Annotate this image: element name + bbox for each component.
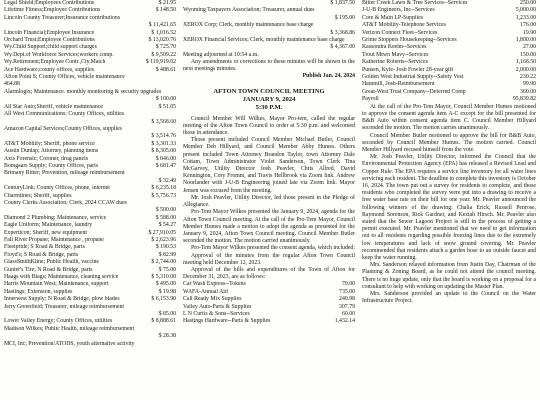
bill-line: Bitter Creek Lawn & Tree Services--Services 250.00 — [362, 0, 536, 6]
expenditure-line: XEROX Corp; Clerk, monthly maintenance base charge — [183, 22, 314, 29]
bill-line: Trout Mtwn Mavy--Services 150.00 — [362, 51, 536, 58]
expenditure-line: Madison Wilkes; Public Health, mileage reimbursement — [4, 325, 135, 332]
expenditure-line: Jerry Greenfield; Treasurer, mileage reimbursement — [4, 303, 125, 310]
expenditure-amount: $ 3,368.86 — [330, 29, 355, 36]
expenditure-amount: $ 11,421.65 — [148, 22, 176, 29]
expenditure-amount: $ 32.49 — [158, 177, 176, 184]
expenditure-line: Wyoming Taxpayers Association; Treasurer, annual dues — [183, 7, 315, 14]
bill-line: Punsen, Kyle- Josh Fowler 28-year gift 2,000.00 — [362, 66, 536, 73]
expenditure-line: Ace Hardware;county offices, supplies $ 488.61 — [4, 66, 176, 73]
expenditure-line: Lincoln Financial;Employee Insurance $ 1,016.52 — [4, 29, 176, 36]
expenditure-line: County Clerks Association; Clerk, 2024 CCAW dues — [4, 199, 127, 206]
expenditure-block-2 — [4, 30, 176, 89]
column-1-county-expenditures — [4, 0, 176, 400]
bill-line: Hammill, Josh-Reimbursement 99.90 — [362, 81, 536, 88]
expenditure-line: Fall River Propane; Maintenance , propane $ 2,623.96 — [4, 237, 176, 243]
column-2-town-council-minutes — [183, 0, 355, 400]
minutes-paragraph: Mrs. Sanderson relayed information from Justin Day, Chairman of the Planning & Zoning Board, as he could not attend the council meeting. There is no huge update, only that the board is working on a proposal for a consultant to help with working on updating the Master Plan. — [362, 262, 536, 290]
minutes-paragraph: Mr. Josh Peavler, Utility Director, informed the Council that the Environmental Protection Agency (EPA) has released a Revised Lead and Copper Rule. The EPA requires a service line inventory for all water lines servicing each resident. The deadline to complete this inventory is October 16, 2024. The town put out a survey for residents to complete, and those residents who completed the survey were put into a drawing to receive a free water base rate on their bill for one year. Mr. Peavler announced the following winners of the drawing: Chalia Erick, Russell Penrose, Raymond Sorenson, Rick Gardner, and Keziah Hirsch. Mr. Peavler also stated that the Sewer Lagoon Project is still in the process of getting a permit executed. Mr. Peavler mentioned that we need to get information out to all residents regarding possible freezing lines due to the extremely low temperatures and lack of snow ground covering. Mr. Peavler recommended that residents attach a garden hose to an outside faucet and keep the water running. — [362, 154, 536, 261]
bill-line: Payroll 95,839.82 — [362, 96, 536, 103]
expenditure-block-6 — [4, 215, 176, 319]
expenditure-paragraph: XEROX Financial Services; Clerk, monthly maintenance base charge — [183, 37, 345, 44]
minutes-paragraph: Council Member Butler motioned to approve the bill for B&B Auto, seconded by Council Member Humes. The motion carried. Council Member Hillyard recused himself from the vote. — [362, 132, 536, 153]
bills-list — [362, 0, 536, 104]
expenditure-line: Wy.Dept.of Workforce Services;workers comp. $ 9,509.22 — [4, 51, 176, 58]
expenditure-line: Charmtines; Sheriff, supplies $ 5,756.73 — [4, 192, 176, 199]
expenditure-text: Afton Point S; County Offices, vehicle maintenance — [4, 74, 125, 81]
expenditure-amount: $ 28.38 — [158, 333, 176, 340]
bills-list — [183, 281, 355, 325]
minutes-paragraph: Pro-Tem Mayor Wilkes presented the January 9, 2024, agenda for the Afton Town Council meeting. At the call of the Pro-Tem Mayor, Council Member Humes made a motion to adopt the agenda as presented for the January 9, 2024, Afton Town Council meeting. Council Member Butler seconded the motion. The motion carried unanimously. — [183, 209, 355, 245]
expenditure-amount: $ 500.00 — [155, 207, 176, 214]
expenditure-amount: 464.88 — [4, 81, 20, 88]
bill-line: Call Ready Mix Supplies 240.98 — [183, 296, 355, 303]
bill-line: Core & Main LP-Supplies 1,233.00 — [362, 14, 536, 21]
expenditure-line: Austin Dunlap; Attorney, planning items $ 8,305.00 — [4, 148, 176, 155]
amendments-text: Any amendments or corrections to these minutes will be shown in the next meetings minutes. — [183, 58, 355, 73]
expenditure-text: Amazon Capital Services;County Offices, supplies — [4, 125, 122, 132]
bill-line: WAFA-Annual Aid 735.00 — [183, 288, 355, 295]
expenditure-amount: $ 195.00 — [334, 14, 355, 21]
expenditure-line: Lifetime Fitness;Employee Contributions $ 148.50 — [4, 7, 176, 14]
column-3-town-council-minutes — [362, 0, 536, 400]
minutes-paragraph: Mr. Josh Peavler, Utility Director, led those present in the Pledge of Allegiance. — [183, 194, 355, 209]
expenditure-line: Bomgaars Supply; County Offices, parts $ 681.47 — [4, 162, 176, 169]
minutes-paragraph: Council Member Will Wilkes, Mayor Pro-tem, called the regular meeting of the Afton Town Council to order at 5:30 p.m. and welcomed those in attendance. — [183, 115, 355, 137]
expenditure-line: Orchard Trust;Employee Contributions $ 13,020.76 — [4, 37, 176, 44]
expenditure-line: $ 1,837.50 — [330, 0, 355, 6]
adjourn-text: Meeting adjourned at 10:54 a.m. — [183, 51, 259, 58]
bill-line: AT&T Mobility-Telephone Services 176.00 — [362, 22, 536, 29]
expenditure-block-4 — [4, 141, 176, 185]
expenditure-block-3 — [4, 89, 176, 141]
bill-line: Golden West Industrial Supply--Safety Vest 230.22 — [362, 74, 536, 81]
expenditure-amount: $ 3,514.76 — [151, 133, 176, 140]
expenditure-block-1 — [4, 0, 176, 30]
bill-line: Verizon Connect Fleet--Services 19.90 — [362, 29, 536, 36]
bill-line: Hastings Hardware--Parts & Supplies 1,432.14 — [183, 318, 355, 325]
expenditure-line: Fleetpride; S Road & Bridge, parts $ 190.53 — [4, 244, 176, 251]
expenditure-line: Lincoln County Treasurer;Insurance contributions — [4, 14, 121, 21]
publish-date: Publish Jan. 24, 2024 — [302, 73, 355, 80]
expenditure-block-7 — [4, 318, 176, 348]
expenditure-line: GlassSmithKline; Public Health, vaccine $ 2,744.00 — [4, 259, 176, 266]
expenditure-text: Alarmlogix; Maintenance. monthly monitoring & security upgrades — [4, 88, 162, 95]
expenditure-line: Diamond 2 Plumbing; Maintenance, service $ 588.00 — [4, 214, 176, 221]
expenditure-line: MCI, Inc; Prevention/ATODS, youth alternative activity — [4, 340, 135, 347]
expenditure-amount: $ 100.00 — [155, 96, 176, 103]
expenditure-line: Axis Forensic; Coroner, drug panels $ 846.00 — [4, 155, 176, 162]
bill-line: Great-West Trust Company--Deferred Comp 360.00 — [362, 88, 536, 95]
minutes-paragraph: Those present included Council Member Michael Butler, Council Member Deb Hillyard, and Council Member Abby Humes. Others present included Town Attorney Brandon Taylor, town Attorney Dale Cottam, Town Administrator Violet Sanderson, Town Clerk Tina McGarvey, Utility Director Josh Peavler, Chris Allred, David Kennington, Cory Fromm, and Travis Hellbrook via Zoom link. Andrew Noorlander with J-U-B Engineering joined late via Zoom link. Mayor Jensen was excused from the meeting. — [183, 137, 355, 194]
expenditure-line: Brimany Ritter; Prevention, mileage reimbursement — [4, 170, 125, 177]
expenditure-line: Legal Shield;Employees Contributions $ 21.95 — [4, 0, 176, 6]
expenditure-line: Gunter's Tire; N Road & Bridge, parts $ 75.00 — [4, 266, 176, 273]
expenditure-line: All Star Auto;Sheriff, vehicle maintenance $ 51.05 — [4, 103, 176, 110]
expenditure-amount: $ 3,568.60 — [151, 118, 176, 125]
minutes-paragraph: Approval of the minutes from the regular Afton Town Council meeting held December 12, 2023. — [183, 252, 355, 266]
minutes-paragraph: Pro-Tem Mayor Wilkes presented the consent agenda, which included: — [191, 245, 355, 252]
expenditure-line: Wy.Child Support;child support charges $ 725.70 — [4, 44, 176, 51]
expenditure-amount: $ 4,367.00 — [330, 44, 355, 51]
expenditure-line: Lower Valley Energy; County Offices, utilities $ 8,888.61 — [4, 318, 176, 325]
bill-line: Kassondra Keehn--Services 27.00 — [362, 44, 536, 51]
expenditure-line: Haags with Blags; Maintenance, cleaning service $ 5,310.00 — [4, 274, 176, 281]
expenditure-line: AT&T Mobility; Sheriff, phone service $ 3,301.33 — [4, 140, 176, 147]
minutes-paragraph: At the call of the Pro-Tem Mayor, Council Member Humes motioned to approve the consent agenda item A-C except for the bill presented for B&B Auto within consent agenda item C. Council Member Hillyard seconded the motion. The motion carries unanimously. — [362, 103, 536, 132]
expenditure-line: Innerwest Supply; N Road & Bridge, plow blades $ 6,153.90 — [4, 296, 176, 303]
meeting-time: 5:30 P.M. — [255, 103, 283, 111]
meeting-heading: AFTON TOWN COUNCIL MEETING — [213, 87, 325, 95]
expenditure-line: Eagle Uniform; Maintenance, laundry $ 54.27 — [4, 222, 176, 229]
bill-line: L N Curtis & Sons--Services 60.00 — [183, 310, 355, 317]
expenditure-amount: $ 85.00 — [158, 311, 176, 318]
expenditure-line: Wy.Retirement;Employee Contr.,Cty.Match $ 119,919.02 — [4, 59, 176, 66]
expenditure-line: Harris Mountain West; Maintenance, support $ 495.00 — [4, 281, 176, 288]
expenditure-block-5 — [4, 185, 176, 215]
meeting-date: JANUARY 9, 2024 — [242, 95, 296, 103]
bill-line: Car Wash Express--Tokens 70.00 — [183, 281, 355, 288]
expenditure-line: CenturyLink; County Offices, phone, internet $ 6,235.18 — [4, 185, 176, 192]
expenditure-line: Floyd's; S Road & Bridge, parts $ 82.99 — [4, 251, 176, 258]
expenditure-line: Experticon; Sheriff, new equipment $ 27,910.05 — [4, 229, 176, 236]
minutes-paragraph: Approval of the bills and expenditures of the Town of Afton for December 31, 2023, are as follows: — [183, 266, 355, 281]
bill-line: Grime Stoppers Housekeeping--Services 1,800.00 — [362, 37, 536, 44]
bill-line: J-U-B Engineers, Inc--Services 5,000.00 — [362, 7, 536, 14]
expenditure-text: All West Communications; County Offices, utilities — [4, 111, 125, 118]
expenditure-line: Hastings; Extension, supplies $ 19.98 — [4, 288, 176, 295]
bill-line: Valley Auto-Parts & Supplies 307.79 — [183, 303, 355, 310]
bill-line: Katherine Roberts--Services 1,168.50 — [362, 59, 536, 66]
minutes-paragraph: Mrs. Sanderson provided an update to the Council on the Water Infrastructure Project. — [362, 290, 536, 305]
